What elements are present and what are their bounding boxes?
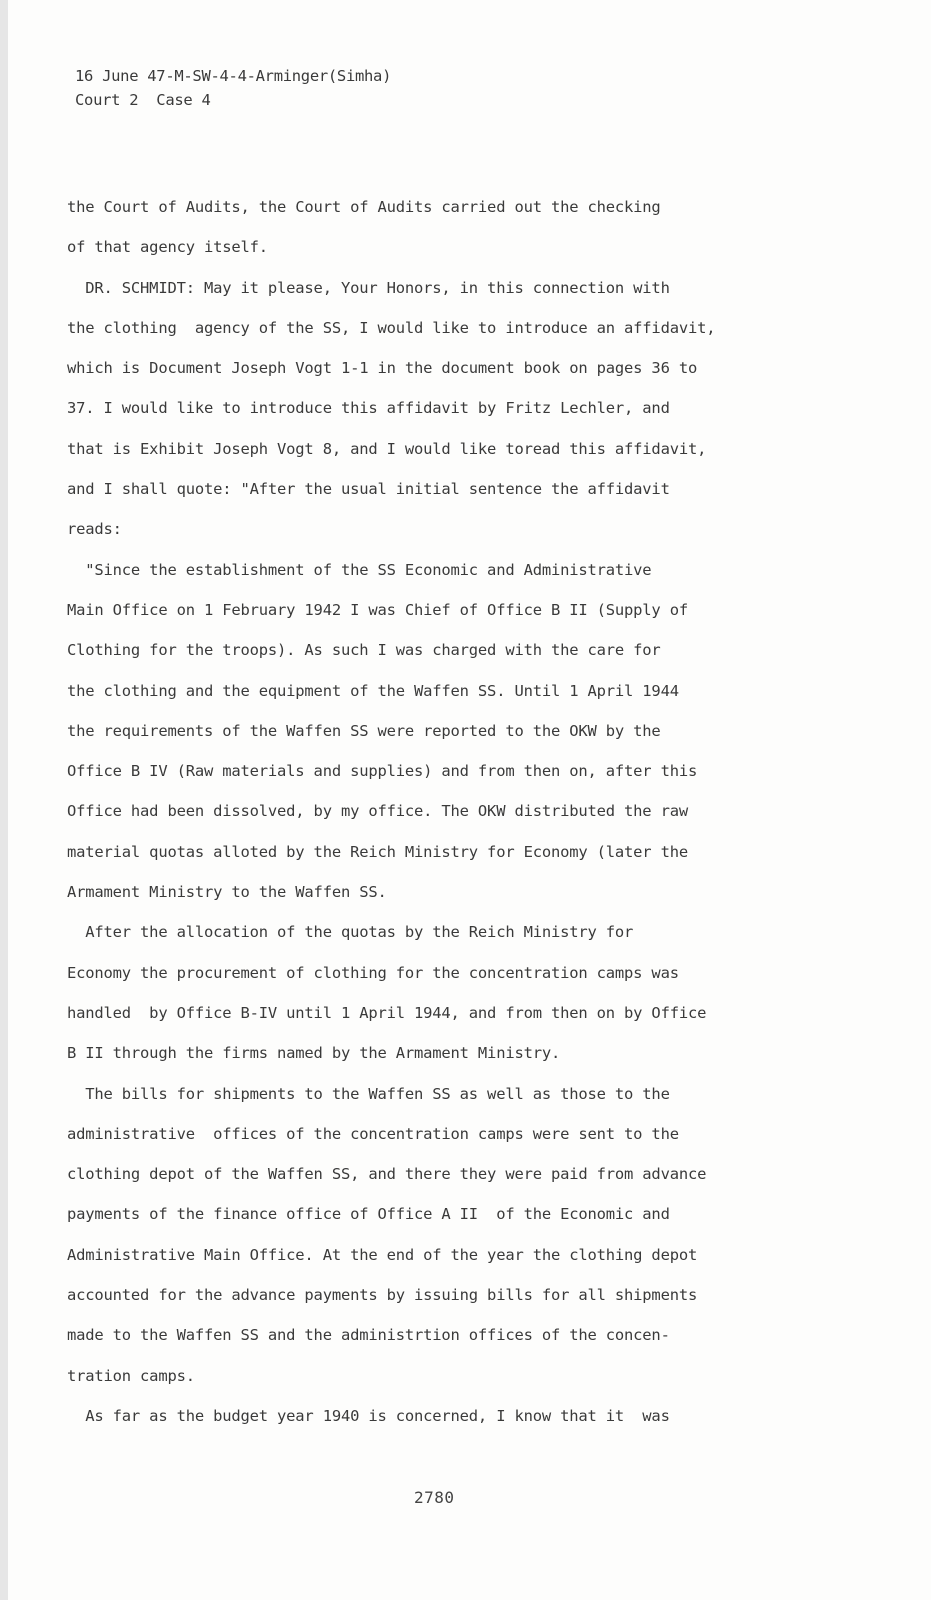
page-number: 2780 <box>414 1488 455 1507</box>
text-line: Administrative Main Office. At the end of the year the clothing depot <box>67 1245 698 1264</box>
text-line: made to the Waffen SS and the administrtion offices of the concen- <box>67 1326 670 1345</box>
text-line: After the allocation of the quotas by the Reich Ministry for <box>67 923 634 942</box>
text-line: Armament Ministry to the Waffen SS. <box>67 883 387 902</box>
text-line: Office B IV (Raw materials and supplies) and from then on, after this <box>67 762 698 781</box>
text-line: B II through the firms named by the Armament Ministry. <box>67 1044 561 1063</box>
text-line: tration camps. <box>67 1366 195 1385</box>
header <box>75 64 391 112</box>
text-line: administrative offices of the concentration camps were sent to the <box>67 1124 679 1143</box>
text-line: 37. I would like to introduce this affidavit by Fritz Lechler, and <box>67 399 670 418</box>
text-line: the requirements of the Waffen SS were reported to the OKW by the <box>67 721 661 740</box>
text-line: the Court of Audits, the Court of Audits carried out the checking <box>67 198 661 216</box>
text-line: payments of the finance office of Office A II of the Economic and <box>67 1205 670 1224</box>
text-line: that is Exhibit Joseph Vogt 8, and I would like toread this affidavit, <box>67 439 707 458</box>
text-line: As far as the budget year 1940 is concerned, I know that it was <box>67 1406 670 1425</box>
text-line: of that agency itself. <box>67 238 268 257</box>
text-line: and I shall quote: "After the usual initial sentence the affidavit <box>67 480 670 499</box>
text-line: material quotas alloted by the Reich Ministry for Economy (later the <box>67 842 688 861</box>
text-line: Main Office on 1 February 1942 I was Chief of Office B II (Supply of <box>67 600 688 619</box>
text-line: handled by Office B-IV until 1 April 1944, and from then on by Office <box>67 1003 707 1022</box>
body-text <box>67 187 887 1436</box>
text-line: clothing depot of the Waffen SS, and there they were paid from advance <box>67 1165 707 1184</box>
header-line-1: 16 June 47-M-SW-4-4-Arminger(Simha) <box>75 67 392 85</box>
text-line: which is Document Joseph Vogt 1-1 in the document book on pages 36 to <box>67 359 698 378</box>
text-line: Office had been dissolved, by my office. The OKW distributed the raw <box>67 802 688 821</box>
text-line: "Since the establishment of the SS Economic and Administrative <box>67 560 652 579</box>
text-line: accounted for the advance payments by issuing bills for all shipments <box>67 1286 698 1305</box>
text-line: The bills for shipments to the Waffen SS as well as those to the <box>67 1084 670 1103</box>
text-line: the clothing and the equipment of the Waffen SS. Until 1 April 1944 <box>67 681 679 700</box>
text-line: Economy the procurement of clothing for the concentration camps was <box>67 963 679 982</box>
text-line: Clothing for the troops). As such I was charged with the care for <box>67 641 661 660</box>
text-line: DR. SCHMIDT: May it please, Your Honors, in this connection with <box>67 278 670 297</box>
header-line-2: Court 2 Case 4 <box>75 91 211 109</box>
text-line: the clothing agency of the SS, I would like to introduce an affidavit, <box>67 318 716 337</box>
text-line: reads: <box>67 520 122 539</box>
